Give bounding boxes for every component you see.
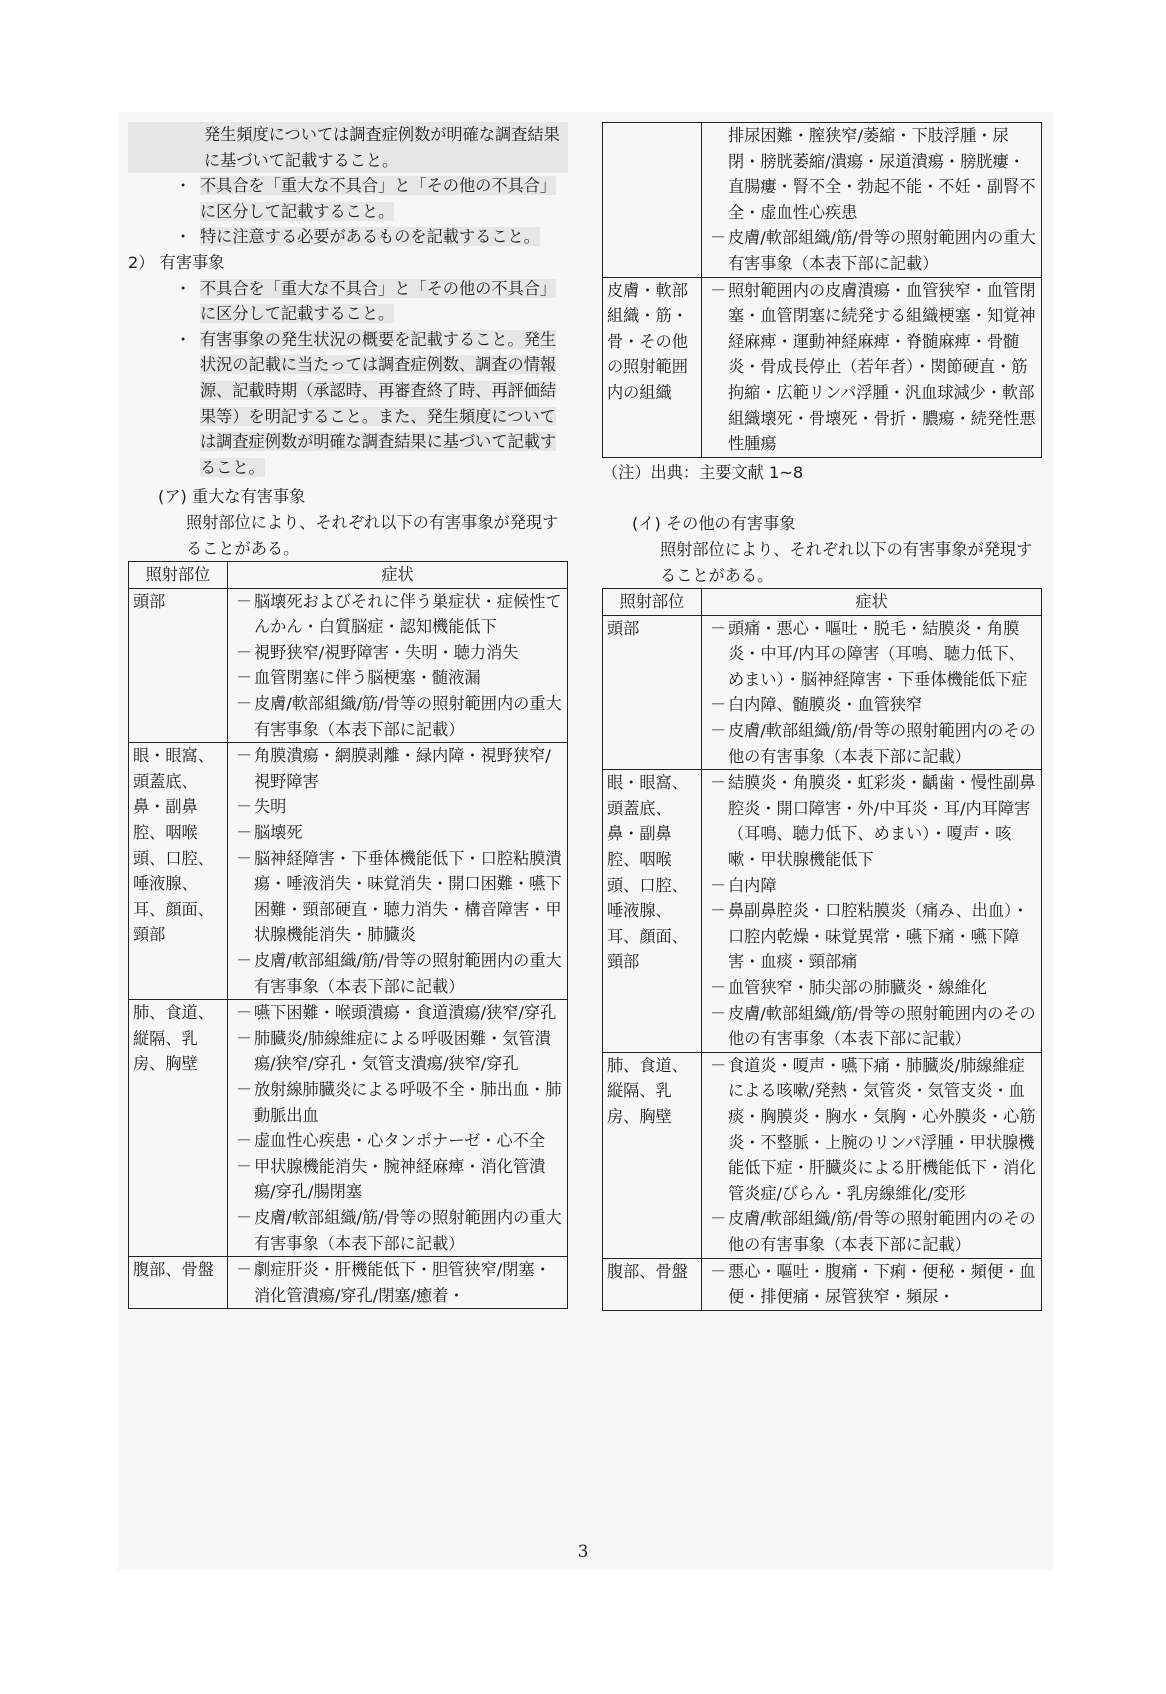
symptom-text: 角膜潰瘍・網膜剥離・緑内障・視野狭窄/視野障害 [254,746,551,791]
region-cell: 腹部、骨盤 [129,1257,228,1309]
dash-mark: － [236,1003,253,1023]
symptom-item [232,1128,563,1154]
region-cell: 肺、食道、縦隔、乳房、胸壁 [603,1052,702,1258]
dash-mark: － [710,1055,727,1075]
header-symptoms: 症状 [702,589,1042,616]
dash-mark: － [710,1261,727,1281]
dash-mark: － [710,228,727,248]
symptom-text: 排尿困難・膣狭窄/萎縮・下肢浮腫・尿閉・膀胱萎縮/潰瘍・尿道潰瘍・膀胱瘻・直腸瘻・腎不全・勃起不能・不妊・副腎不全・虚血性心疾患 [728,126,1036,222]
symptom-text: 甲状腺機能消失・腕神経麻痺・消化管潰瘍/穿孔/腸閉塞 [254,1156,546,1202]
region-cell: 眼・眼窩、頭蓋底、鼻・副鼻腔、咽喉頭、口腔、唾液腺、耳、顔面、頸部 [603,770,702,1053]
region-cell: 腹部、骨盤 [603,1258,702,1310]
dash-mark: － [236,951,253,970]
symptoms-cell [702,123,1042,278]
dash-mark: － [236,591,253,611]
dash-mark: － [236,1207,253,1227]
bullet-item [128,173,568,224]
sub-b-text: 照射部位により、それぞれ以下の有害事象が発現することがある。 [660,539,1033,585]
symptoms-cell [228,588,568,743]
symptom-text: 失明 [254,797,287,817]
symptom-item [232,948,563,999]
symptoms-cell [228,1000,568,1257]
symptom-item [706,1206,1037,1257]
left-column [128,122,568,1309]
symptom-text: 皮膚/軟部組織/筋/骨等の照射範囲内のその他の有害事象（本表下部に記載） [728,721,1036,766]
header-symptoms: 症状 [228,562,568,589]
symptom-text: 脳神経障害・下垂体機能低下・口腔粘膜潰瘍・唾液消失・味覚消失・開口困難・嚥下困難・頸部硬直・聴力消失・構音障害・甲状腺機能消失・肺臓炎 [254,848,562,945]
bullet-item [128,224,568,250]
dash-mark: － [236,1131,253,1151]
symptom-item [706,975,1037,1001]
header-region: 照射部位 [129,562,228,589]
symptom-item [232,589,563,640]
symptom-text: 劇症肝炎・肝機能低下・胆管狭窄/閉塞・消化管潰瘍/穿孔/閉塞/癒着・ [254,1260,551,1305]
bullet-mark: ・ [175,278,192,298]
dash-mark: － [710,773,727,793]
symptom-item [706,616,1037,693]
symptom-text: 皮膚/軟部組織/筋/骨等の照射範囲内の重大有害事象（本表下部に記載） [254,694,562,739]
section-2-title: 2） 有害事象 [128,252,225,272]
symptom-text: 視野狭窄/視野障害・失明・聴力消失 [254,642,519,662]
table-header-row [129,562,568,589]
symptom-text: 白内障 [728,875,777,895]
symptoms-cell [702,1052,1042,1258]
symptom-item [706,873,1037,899]
symptom-item [706,770,1037,872]
dash-mark: － [710,875,727,895]
symptom-item [232,846,563,948]
symptom-text: 脳壊死 [254,823,303,843]
header-region: 照射部位 [603,589,702,616]
symptom-item [232,1026,563,1077]
symptom-text: 照射範囲内の皮膚潰瘍・血管狭窄・血管閉塞・血管閉塞に続発する組織梗塞・知覚神経麻痺・運動神経麻痺・脊髄麻痺・骨髄炎・骨成長停止（若年者）・関節硬直・筋拘縮・広範リンパ浮腫・汎血球減少・軟部組織壊死・骨壊死・骨折・膿瘍・続発性悪性腫瘍 [728,280,1036,454]
symptom-text: 皮膚/軟部組織/筋/骨等の照射範囲内の重大有害事象（本表下部に記載） [254,951,562,996]
symptom-item [706,1053,1037,1207]
symptom-text: 嚥下困難・喉頭潰瘍・食道潰瘍/狭窄/穿孔 [254,1003,557,1023]
symptom-item [232,640,563,666]
symptoms-cell [702,1258,1042,1310]
bullet-text: 特に注意する必要があるものを記載すること。 [200,227,540,247]
symptoms-cell [702,615,1042,770]
region-cell: 肺、食道、縦隔、乳房、胸壁 [129,1000,228,1257]
table-row [603,770,1042,1053]
symptom-text: 悪心・嘔吐・腹痛・下痢・便秘・頻便・血便・排便痛・尿管狭窄・頻尿・ [728,1261,1036,1307]
bullet-list-1 [128,173,568,250]
dash-mark: － [236,848,253,868]
table-serious-adverse-events-continued [602,122,1042,458]
dash-mark: － [236,746,253,766]
symptom-text: 虚血性心疾患・心タンポナーゼ・心不全 [254,1131,546,1151]
table-other-adverse-events [602,588,1042,1311]
right-column [602,122,1042,1311]
symptom-text: 肺臓炎/肺線維症による呼吸困難・気管潰瘍/狭窄/穿孔・気管支潰瘍/狭窄/穿孔 [254,1028,551,1074]
dash-mark: － [236,797,253,817]
table-row [129,1257,568,1309]
symptom-text: 白内障、髄膜炎・血管狭窄 [728,695,923,715]
bullet-text: 有害事象の発生状況の概要を記載すること。発生状況の記載に当たっては調査症例数、調査の情報源、記載時期（承認時、再審査終了時、再評価結果等）を明記すること。また、発生頻度については調査症例数が明確な調査結果に基づいて記載すること。 [200,329,557,477]
symptoms-cell [228,1257,568,1309]
table-serious-adverse-events [128,561,568,1309]
table-header-row [603,589,1042,616]
symptom-text: 食道炎・嗄声・嚥下痛・肺臓炎/肺線維症による咳嗽/発熱・気管炎・気管支炎・血痰・胸膜炎・胸水・気胸・心外膜炎・心筋炎・不整脈・上腕のリンパ浮腫・甲状腺機能低下症・肝臓炎による肝機能低下・消化管炎症/びらん・乳房線維化/変形 [728,1055,1036,1203]
region-cell: 眼・眼窩、頭蓋底、鼻・副鼻腔、咽喉頭、口腔、唾液腺、耳、顔面、頸部 [129,743,228,1000]
dash-mark: － [710,901,727,921]
symptom-item [232,665,563,691]
table-row [603,277,1042,457]
table-row [603,1052,1042,1258]
bullet-list-2 [128,276,568,481]
bullet-mark: ・ [175,329,192,349]
dash-mark: － [236,642,253,662]
dash-mark: － [236,823,253,843]
dash-mark: － [236,1260,253,1280]
symptom-item [232,1205,563,1256]
symptom-item [232,1000,563,1026]
bullet-item [128,276,568,327]
bullet-text: 不具合を「重大な不具合」と「その他の不具合」に区分して記載すること。 [200,278,557,324]
table-row [603,615,1042,770]
table-row [603,1258,1042,1310]
symptoms-cell [702,277,1042,457]
symptom-item [706,1259,1037,1310]
symptom-text: 皮膚/軟部組織/筋/骨等の照射範囲内の重大有害事象（本表下部に記載） [728,228,1036,273]
dash-mark: － [236,668,253,688]
symptom-item [232,1154,563,1205]
dash-mark: － [710,721,727,741]
symptom-item [232,820,563,846]
source-note: （注）出典：主要文献 1~8 [602,462,804,482]
bullet-mark: ・ [175,227,192,247]
sub-b-title: (イ) その他の有害事象 [632,514,796,534]
symptom-item [232,1257,563,1308]
table-row [129,743,568,1000]
table-row [129,588,568,743]
symptom-item [706,898,1037,975]
symptom-item [232,1077,563,1128]
dash-mark: － [236,1028,253,1048]
dash-mark: － [710,1209,727,1229]
dash-mark: － [710,280,727,300]
dash-mark: － [236,1156,253,1176]
symptom-item [706,718,1037,769]
symptom-text: 皮膚/軟部組織/筋/骨等の照射範囲内の重大有害事象（本表下部に記載） [254,1207,562,1253]
symptom-item [232,691,563,742]
region-cell [603,123,702,278]
symptom-item [232,743,563,794]
bullet-mark: ・ [175,176,192,196]
symptom-text: 脳壊死およびそれに伴う巣症状・症候性てんかん・白質脳症・認知機能低下 [254,591,562,637]
symptom-item [706,692,1037,718]
bullet-text: 不具合を「重大な不具合」と「その他の不具合」に区分して記載すること。 [200,176,557,221]
region-cell: 頭部 [129,588,228,743]
symptom-item [706,278,1037,457]
symptom-text: 鼻副鼻腔炎・口腔粘膜炎（痛み、出血）・口腔内乾燥・味覚異常・嚥下痛・嚥下障害・血痰・頸部痛 [728,901,1029,972]
continued-paragraph: 発生頻度については調査症例数が明確な調査結果に基づいて記載すること。 [128,122,568,173]
table-row [603,123,1042,278]
dash-mark: － [236,1079,253,1099]
symptom-text: 結膜炎・角膜炎・虹彩炎・齲歯・慢性副鼻腔炎・開口障害・外/中耳炎・耳/内耳障害（耳鳴、聴力低下、めまい）・嗄声・咳嗽・甲状腺機能低下 [728,773,1036,870]
page-number: 3 [577,1542,589,1562]
table-row [129,1000,568,1257]
symptom-item [706,1001,1037,1052]
dash-mark: － [710,978,727,997]
symptom-text: 皮膚/軟部組織/筋/骨等の照射範囲内のその他の有害事象（本表下部に記載） [728,1209,1036,1254]
region-cell: 皮膚・軟部組織・筋・骨・その他の照射範囲内の組織 [603,277,702,457]
bullet-item [128,327,568,481]
symptom-item [232,794,563,820]
symptom-text: 頭痛・悪心・嘔吐・脱毛・結膜炎・角膜炎・中耳/内耳の障害（耳鳴、聴力低下、めまい）・脳神経障害・下垂体機能低下症 [728,618,1028,689]
symptoms-cell [228,743,568,1000]
dash-mark: － [236,694,253,714]
region-cell: 頭部 [603,615,702,770]
sub-a-text: 照射部位により、それぞれ以下の有害事象が発現することがある。 [186,512,559,558]
dash-mark: － [710,1003,727,1023]
dash-mark: － [710,618,727,638]
symptom-text: 放射線肺臓炎による呼吸不全・肺出血・肺動脈出血 [254,1079,562,1125]
symptom-item [706,225,1037,276]
symptom-text: 皮膚/軟部組織/筋/骨等の照射範囲内のその他の有害事象（本表下部に記載） [728,1003,1036,1049]
dash-mark: － [710,695,727,715]
symptoms-cell [702,770,1042,1053]
symptom-text: 血管閉塞に伴う脳梗塞・髄液漏 [254,668,481,688]
symptom-text: 血管狭窄・肺尖部の肺臓炎・線維化 [728,978,987,997]
sub-a-title: (ア) 重大な有害事象 [158,487,306,507]
